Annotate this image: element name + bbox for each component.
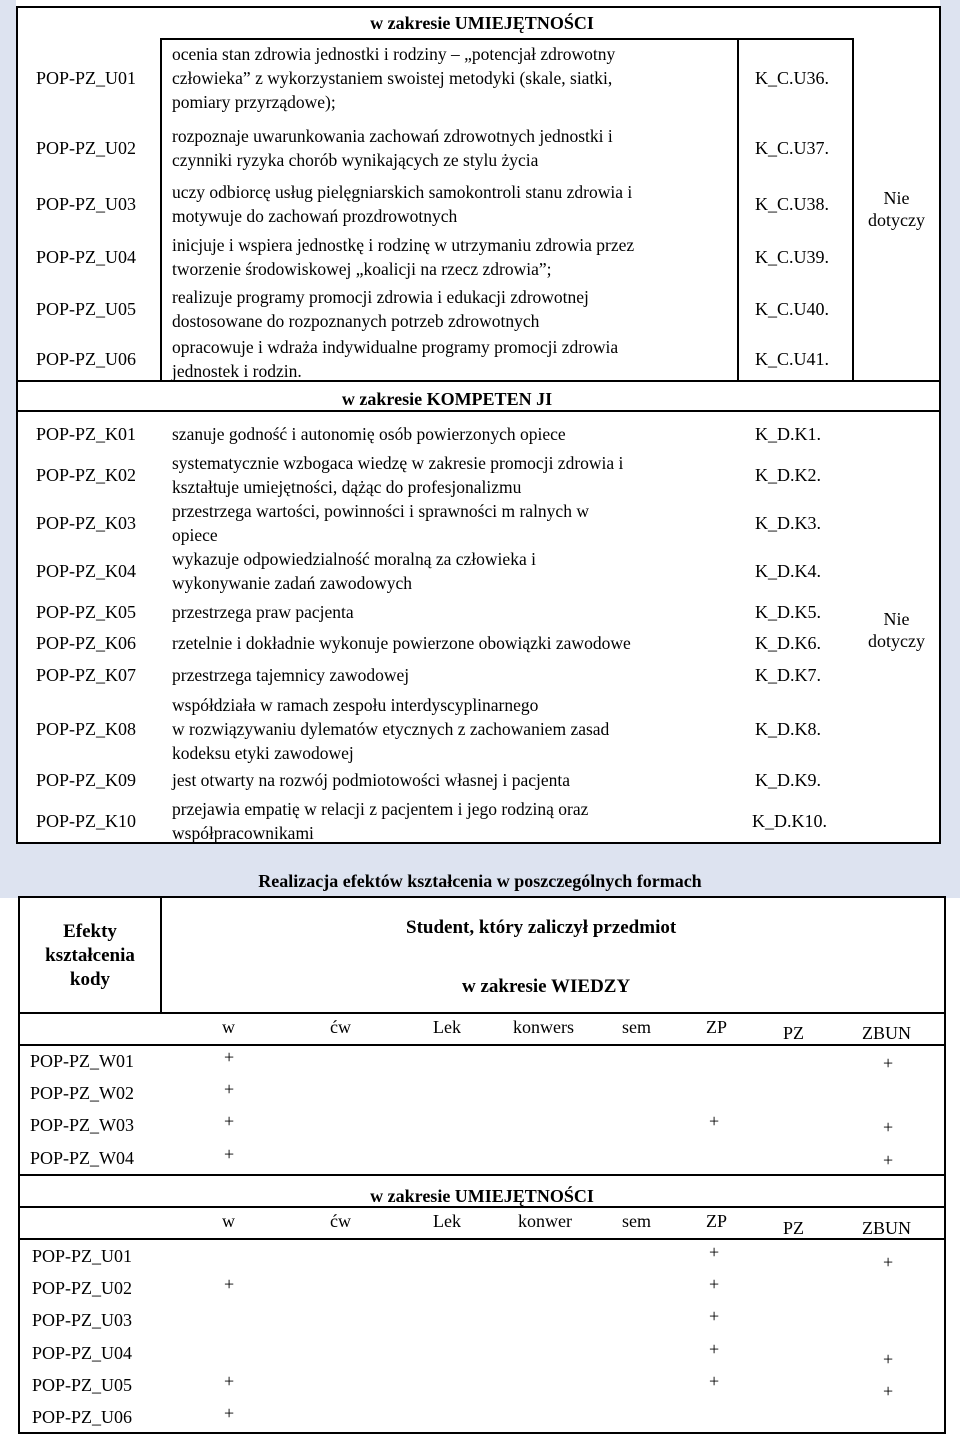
lecture-mark: + bbox=[224, 1111, 235, 1131]
description-line: kodeksu etyki zawodowej bbox=[172, 743, 354, 763]
skills-section-header: w zakresie UMIEJĘTNOŚCI bbox=[370, 13, 594, 33]
knowledge-outcome-code: POP-PZ_W01 bbox=[30, 1051, 135, 1071]
page-frame-left bbox=[0, 0, 16, 898]
lecture-mark: + bbox=[224, 1274, 235, 1294]
student-header: Student, który zaliczył przedmiot bbox=[406, 917, 677, 938]
description-line: w rozwiązywaniu dylematów etycznych z zachowaniem zasad bbox=[172, 719, 610, 739]
knowledge-form-column-header: w bbox=[222, 1017, 235, 1037]
skills-forms-header: w zakresie UMIEJĘTNOŚCI bbox=[370, 1186, 594, 1206]
description-line: czynniki ryzyka chorób wynikających ze stylu życia bbox=[172, 150, 539, 170]
zbun-mark: + bbox=[883, 1150, 894, 1170]
zp-mark: + bbox=[709, 1274, 720, 1294]
description-line: współpracownikami bbox=[172, 823, 314, 843]
knowledge-form-column-header: konwers bbox=[513, 1017, 574, 1037]
skills-outcome-code: POP-PZ_U01 bbox=[32, 1246, 133, 1266]
outcome-description bbox=[172, 124, 613, 172]
outcome-reference: K_D.K7. bbox=[755, 665, 821, 685]
outcome-reference: K_D.K9. bbox=[755, 770, 821, 790]
outcome-codes-header: Efekty kształcenia kody bbox=[45, 921, 135, 990]
outcome-description bbox=[172, 42, 615, 114]
outcome-reference: K_D.K1. bbox=[755, 424, 821, 444]
description-line: wykonywanie zadań zawodowych bbox=[172, 573, 413, 593]
description-line: jednostek i rodzin. bbox=[172, 361, 302, 381]
outcome-code: POP-PZ_K03 bbox=[36, 513, 137, 533]
description-line: kształtuje umiejętności, dążąc do profesjonalizmu bbox=[172, 477, 522, 497]
outcome-reference: K_D.K5. bbox=[755, 602, 821, 622]
description-line: przestrzega wartości, powinności i sprawności m ralnych w bbox=[172, 501, 589, 521]
skills-outcome-code: POP-PZ_U04 bbox=[32, 1343, 133, 1363]
description-line: szanuje godność i autonomię osób powierzonych opiece bbox=[172, 424, 566, 444]
outcome-description bbox=[172, 547, 536, 595]
lecture-mark: + bbox=[224, 1371, 235, 1391]
knowledge-form-column-header: PZ bbox=[783, 1023, 805, 1043]
knowledge-form-column-header: ZBUN bbox=[862, 1023, 911, 1043]
outcome-code: POP-PZ_K07 bbox=[36, 665, 137, 685]
description-line: opracowuje i wdraża indywidualne programy promocji zdrowia bbox=[172, 337, 619, 357]
outcome-code: POP-PZ_U06 bbox=[36, 349, 137, 369]
outcome-reference: K_D.K3. bbox=[755, 513, 821, 533]
description-line: współdziała w ramach zespołu interdyscyplinarnego bbox=[172, 695, 539, 715]
skills-form-column-header: PZ bbox=[783, 1218, 805, 1238]
skills-outcome-code: POP-PZ_U05 bbox=[32, 1375, 133, 1395]
zp-mark: + bbox=[709, 1339, 720, 1359]
outcome-code: POP-PZ_K10 bbox=[36, 811, 137, 831]
outcome-code: POP-PZ_K09 bbox=[36, 770, 137, 790]
lecture-mark: + bbox=[224, 1144, 235, 1164]
outcome-code: POP-PZ_U01 bbox=[36, 68, 137, 88]
description-line: inicjuje i wspiera jednostkę i rodzinę w utrzymaniu zdrowia przez bbox=[172, 235, 635, 255]
description-line: wykazuje odpowiedzialność moralną za człowieka i bbox=[172, 549, 536, 569]
outcome-description bbox=[172, 451, 623, 499]
competences-section-header: w zakresie KOMPETEN JI bbox=[341, 389, 553, 409]
skills-outcome-code: POP-PZ_U03 bbox=[32, 1310, 133, 1330]
outcome-reference: K_C.U38. bbox=[755, 194, 830, 214]
description-line: pomiary przyrządowe); bbox=[172, 92, 336, 112]
outcome-description bbox=[172, 285, 589, 333]
outcome-code: POP-PZ_K05 bbox=[36, 602, 137, 622]
page-frame-right bbox=[940, 0, 960, 898]
knowledge-form-column-header: sem bbox=[622, 1017, 651, 1037]
description-line: dostosowane do rozpoznanych potrzeb zdrowotnych bbox=[172, 311, 540, 331]
zp-mark: + bbox=[709, 1111, 720, 1131]
knowledge-form-column-header: ZP bbox=[706, 1017, 728, 1037]
description-line: uczy odbiorcę usług pielęgniarskich samokontroli stanu zdrowia i bbox=[172, 182, 633, 202]
skills-form-column-header: ćw bbox=[330, 1211, 351, 1231]
skills-form-column-header: w bbox=[222, 1211, 235, 1231]
outcome-reference: K_D.K2. bbox=[755, 465, 821, 485]
lecture-mark: + bbox=[224, 1047, 235, 1067]
lecture-mark: + bbox=[224, 1403, 235, 1423]
outcome-code: POP-PZ_K06 bbox=[36, 633, 137, 653]
zp-mark: + bbox=[709, 1242, 720, 1262]
skills-form-column-header: Lek bbox=[433, 1211, 461, 1231]
not-applicable-skills: Nie dotyczy bbox=[868, 188, 925, 230]
zbun-mark: + bbox=[883, 1349, 894, 1369]
outcome-reference: K_C.U37. bbox=[755, 138, 830, 158]
description-line: przestrzega praw pacjenta bbox=[172, 602, 354, 622]
outcome-description bbox=[172, 631, 631, 655]
outcome-description bbox=[172, 422, 566, 446]
outcome-reference: K_D.K8. bbox=[755, 719, 821, 739]
zbun-mark: + bbox=[883, 1117, 894, 1137]
skills-form-column-header: ZP bbox=[706, 1211, 728, 1231]
knowledge-section-header: w zakresie WIEDZY bbox=[462, 976, 631, 997]
description-line: systematycznie wzbogaca wiedzę w zakresie promocji zdrowia i bbox=[172, 453, 624, 473]
description-line: przestrzega tajemnicy zawodowej bbox=[172, 665, 410, 685]
outcome-reference: K_C.U40. bbox=[755, 299, 830, 319]
outcome-description bbox=[172, 499, 589, 547]
description-line: motywuje do zachowań prozdrowotnych bbox=[172, 206, 458, 226]
outcome-reference: K_C.U39. bbox=[755, 247, 830, 267]
outcome-code: POP-PZ_K01 bbox=[36, 424, 137, 444]
outcome-code: POP-PZ_K02 bbox=[36, 465, 137, 485]
outcome-description bbox=[172, 335, 618, 383]
description-line: realizuje programy promocji zdrowia i edukacji zdrowotnej bbox=[172, 287, 589, 307]
outcome-code: POP-PZ_U03 bbox=[36, 194, 137, 214]
zbun-mark: + bbox=[883, 1381, 894, 1401]
lecture-mark: + bbox=[224, 1079, 235, 1099]
outcome-reference: K_D.K10. bbox=[752, 811, 827, 831]
knowledge-outcome-code: POP-PZ_W04 bbox=[30, 1148, 135, 1168]
knowledge-outcome-code: POP-PZ_W03 bbox=[30, 1115, 135, 1135]
outcome-description bbox=[172, 233, 634, 281]
description-line: człowieka” z wykorzystaniem swoistej metodyki (skale, siatki, bbox=[172, 68, 613, 88]
outcome-code: POP-PZ_K08 bbox=[36, 719, 137, 739]
skills-form-column-header: sem bbox=[622, 1211, 651, 1231]
outcome-reference: K_C.U36. bbox=[755, 68, 830, 88]
knowledge-form-column-header: Lek bbox=[433, 1017, 461, 1037]
zp-mark: + bbox=[709, 1306, 720, 1326]
outcome-description bbox=[172, 600, 354, 624]
zbun-mark: + bbox=[883, 1252, 894, 1272]
skills-outcome-code: POP-PZ_U06 bbox=[32, 1407, 133, 1427]
knowledge-form-column-header: ćw bbox=[330, 1017, 351, 1037]
description-line: opiece bbox=[172, 525, 218, 545]
outcome-code: POP-PZ_U05 bbox=[36, 299, 137, 319]
skills-form-column-header: konwer bbox=[518, 1211, 572, 1231]
skills-form-column-header: ZBUN bbox=[862, 1218, 911, 1238]
description-line: tworzenie środowiskowej „koalicji na rzecz zdrowia”; bbox=[172, 259, 552, 279]
outcome-reference: K_C.U41. bbox=[755, 349, 830, 369]
description-line: jest otwarty na rozwój podmiotowości własnej i pacjenta bbox=[172, 770, 571, 790]
description-line: ocenia stan zdrowia jednostki i rodziny – „potencjał zdrowotny bbox=[172, 44, 616, 64]
zbun-mark: + bbox=[883, 1053, 894, 1073]
outcome-code: POP-PZ_K04 bbox=[36, 561, 137, 581]
skills-outcome-code: POP-PZ_U02 bbox=[32, 1278, 133, 1298]
zp-mark: + bbox=[709, 1371, 720, 1391]
outcome-description bbox=[172, 693, 609, 765]
not-applicable-competences: Nie dotyczy bbox=[868, 609, 925, 651]
outcome-reference: K_D.K6. bbox=[755, 633, 821, 653]
outcome-reference: K_D.K4. bbox=[755, 561, 821, 581]
realization-title: Realizacja efektów kształcenia w poszczególnych formach bbox=[258, 871, 702, 891]
outcome-code: POP-PZ_U04 bbox=[36, 247, 137, 267]
description-line: przejawia empatię w relacji z pacjentem i jego rodziną oraz bbox=[172, 799, 589, 819]
outcome-description bbox=[172, 768, 570, 792]
outcome-description bbox=[172, 797, 588, 845]
outcome-code: POP-PZ_U02 bbox=[36, 138, 137, 158]
knowledge-outcome-code: POP-PZ_W02 bbox=[30, 1083, 135, 1103]
description-line: rzetelnie i dokładnie wykonuje powierzone obowiązki zawodowe bbox=[172, 633, 631, 653]
outcome-description bbox=[172, 663, 409, 687]
description-line: rozpoznaje uwarunkowania zachowań zdrowotnych jednostki i bbox=[172, 126, 613, 146]
outcome-description bbox=[172, 180, 632, 228]
